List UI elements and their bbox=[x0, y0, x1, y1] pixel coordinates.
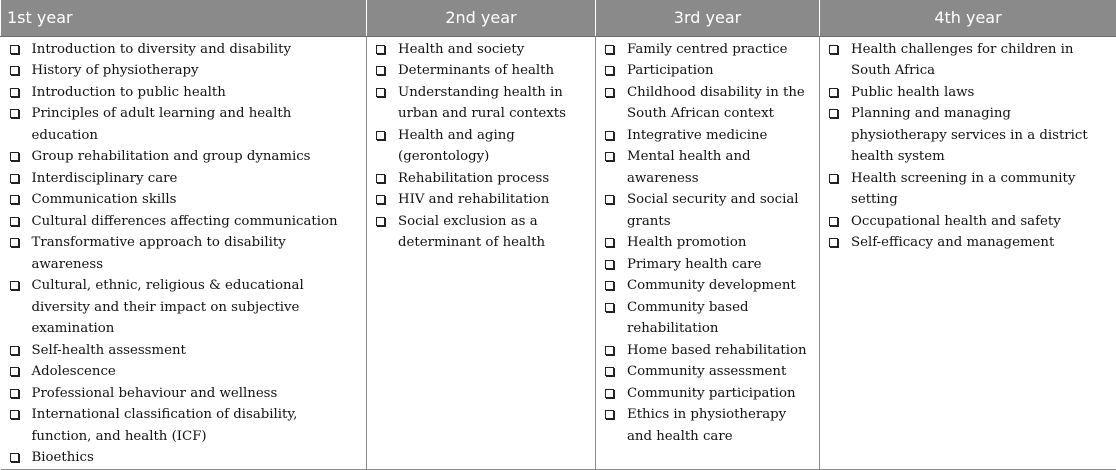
checkbox-icon bbox=[605, 346, 614, 355]
checkbox-icon bbox=[10, 389, 19, 398]
topic-label: Interdisciplinary care bbox=[32, 171, 178, 186]
topic-item bbox=[604, 39, 813, 61]
checkbox-icon bbox=[605, 281, 614, 290]
topic-item bbox=[375, 39, 589, 61]
topic-item bbox=[9, 60, 361, 82]
topic-item bbox=[9, 146, 361, 168]
topic-label: Community development bbox=[627, 278, 796, 293]
topic-label: Self-efficacy and management bbox=[851, 235, 1054, 250]
checkbox-icon bbox=[605, 367, 614, 376]
checkbox-icon bbox=[376, 174, 385, 183]
topic-label: Transformative approach to disability awareness bbox=[32, 235, 286, 272]
checkbox-icon bbox=[829, 88, 838, 97]
topic-item bbox=[604, 60, 813, 82]
checkbox-icon bbox=[10, 453, 19, 462]
topic-item bbox=[604, 146, 813, 189]
topic-list-2nd-year bbox=[375, 39, 589, 254]
topic-item bbox=[9, 275, 361, 340]
checkbox-icon bbox=[376, 195, 385, 204]
topic-list-3rd-year bbox=[604, 39, 813, 448]
topic-label: Understanding health in urban and rural contexts bbox=[398, 85, 566, 122]
topic-label: Adolescence bbox=[32, 364, 116, 379]
topic-item bbox=[375, 189, 589, 211]
topic-label: Primary health care bbox=[627, 257, 762, 272]
checkbox-icon bbox=[10, 217, 19, 226]
checkbox-icon bbox=[376, 66, 385, 75]
checkbox-icon bbox=[829, 45, 838, 54]
topic-item bbox=[375, 125, 589, 168]
checkbox-icon bbox=[10, 195, 19, 204]
checkbox-icon bbox=[605, 195, 614, 204]
topic-label: Health and aging (gerontology) bbox=[398, 128, 515, 165]
topic-label: Planning and managing physiotherapy services in a district health system bbox=[851, 106, 1088, 164]
checkbox-icon bbox=[605, 66, 614, 75]
topic-label: Social exclusion as a determinant of health bbox=[398, 214, 545, 251]
topic-item bbox=[375, 60, 589, 82]
topic-item bbox=[828, 168, 1111, 211]
topic-item bbox=[9, 232, 361, 275]
header-row bbox=[1, 0, 1116, 36]
checkbox-icon bbox=[10, 174, 19, 183]
checkbox-icon bbox=[10, 45, 19, 54]
topic-item bbox=[375, 168, 589, 190]
topic-item bbox=[828, 82, 1111, 104]
topic-item bbox=[604, 404, 813, 447]
topic-label: Introduction to public health bbox=[32, 85, 226, 100]
checkbox-icon bbox=[10, 66, 19, 75]
topic-item bbox=[9, 168, 361, 190]
topic-item bbox=[604, 275, 813, 297]
checkbox-icon bbox=[10, 152, 19, 161]
header-2nd-year: 2nd year bbox=[367, 0, 596, 36]
topic-label: Ethics in physiotherapy and health care bbox=[627, 407, 786, 444]
topic-item bbox=[604, 189, 813, 232]
topic-label: Group rehabilitation and group dynamics bbox=[32, 149, 311, 164]
topic-label: Community based rehabilitation bbox=[627, 300, 749, 337]
topic-item bbox=[9, 340, 361, 362]
cell-2nd-year bbox=[367, 36, 596, 469]
checkbox-icon bbox=[376, 217, 385, 226]
topic-label: Participation bbox=[627, 63, 714, 78]
topic-label: Public health laws bbox=[851, 85, 974, 100]
topic-label: Health challenges for children in South Africa bbox=[851, 42, 1073, 79]
topic-label: Health promotion bbox=[627, 235, 746, 250]
checkbox-icon bbox=[605, 260, 614, 269]
topic-item bbox=[9, 39, 361, 61]
checkbox-icon bbox=[829, 109, 838, 118]
topic-item bbox=[828, 211, 1111, 233]
topic-label: Childhood disability in the South African context bbox=[627, 85, 805, 122]
topic-item bbox=[604, 125, 813, 147]
header-1st-year: 1st year bbox=[1, 0, 367, 36]
topic-label: History of physiotherapy bbox=[32, 63, 199, 78]
topic-item bbox=[375, 211, 589, 254]
header-3rd-year: 3rd year bbox=[596, 0, 820, 36]
topic-label: HIV and rehabilitation bbox=[398, 192, 549, 207]
topic-label: Community participation bbox=[627, 386, 796, 401]
cell-1st-year bbox=[1, 36, 367, 469]
topic-item bbox=[604, 82, 813, 125]
topic-item bbox=[604, 340, 813, 362]
checkbox-icon bbox=[376, 45, 385, 54]
topic-item bbox=[9, 447, 361, 469]
checkbox-icon bbox=[10, 367, 19, 376]
topic-label: Mental health and awareness bbox=[627, 149, 751, 186]
topic-list-1st-year bbox=[9, 39, 361, 469]
checkbox-icon bbox=[376, 131, 385, 140]
topic-item bbox=[604, 383, 813, 405]
topic-label: Determinants of health bbox=[398, 63, 554, 78]
header-4th-year: 4th year bbox=[820, 0, 1116, 36]
topic-item bbox=[604, 232, 813, 254]
topic-item bbox=[604, 361, 813, 383]
topic-item bbox=[604, 254, 813, 276]
checkbox-icon bbox=[829, 238, 838, 247]
topic-item bbox=[9, 383, 361, 405]
checkbox-icon bbox=[605, 131, 614, 140]
topic-item bbox=[9, 361, 361, 383]
checkbox-icon bbox=[10, 281, 19, 290]
topic-label: Self-health assessment bbox=[32, 343, 186, 358]
topic-label: Community assessment bbox=[627, 364, 786, 379]
topic-item bbox=[9, 103, 361, 146]
checkbox-icon bbox=[605, 88, 614, 97]
topic-label: Integrative medicine bbox=[627, 128, 767, 143]
checkbox-icon bbox=[10, 238, 19, 247]
topic-item bbox=[375, 82, 589, 125]
topic-item bbox=[828, 232, 1111, 254]
checkbox-icon bbox=[376, 88, 385, 97]
checkbox-icon bbox=[10, 346, 19, 355]
checkbox-icon bbox=[605, 152, 614, 161]
checkbox-icon bbox=[605, 45, 614, 54]
checkbox-icon bbox=[10, 88, 19, 97]
topics-row bbox=[1, 36, 1116, 469]
topic-label: Family centred practice bbox=[627, 42, 787, 57]
topic-item bbox=[828, 103, 1111, 168]
topic-label: Communication skills bbox=[32, 192, 177, 207]
topic-label: Cultural differences affecting communication bbox=[32, 214, 338, 229]
checkbox-icon bbox=[10, 410, 19, 419]
topic-label: Home based rehabilitation bbox=[627, 343, 807, 358]
topic-item bbox=[604, 297, 813, 340]
checkbox-icon bbox=[605, 238, 614, 247]
checkbox-icon bbox=[605, 303, 614, 312]
topic-item bbox=[828, 39, 1111, 82]
topic-item bbox=[9, 82, 361, 104]
checkbox-icon bbox=[605, 410, 614, 419]
cell-3rd-year bbox=[596, 36, 820, 469]
checkbox-icon bbox=[829, 174, 838, 183]
topic-label: Bioethics bbox=[32, 450, 94, 465]
topic-label: Occupational health and safety bbox=[851, 214, 1061, 229]
topic-item bbox=[9, 404, 361, 447]
topic-label: Health screening in a community setting bbox=[851, 171, 1075, 208]
topic-label: Rehabilitation process bbox=[398, 171, 549, 186]
checkbox-icon bbox=[605, 389, 614, 398]
checkbox-icon bbox=[10, 109, 19, 118]
topic-label: Social security and social grants bbox=[627, 192, 799, 229]
topic-item bbox=[9, 211, 361, 233]
checkbox-icon bbox=[829, 217, 838, 226]
topic-label: Introduction to diversity and disability bbox=[32, 42, 292, 57]
topic-label: Professional behaviour and wellness bbox=[32, 386, 278, 401]
topic-list-4th-year bbox=[828, 39, 1111, 254]
topic-label: Cultural, ethnic, religious & educational diversity and their impact on subjective examination bbox=[32, 278, 304, 336]
topic-item bbox=[9, 189, 361, 211]
cell-4th-year bbox=[820, 36, 1116, 469]
topic-label: International classification of disability, function, and health (ICF) bbox=[32, 407, 298, 444]
topic-label: Principles of adult learning and health education bbox=[32, 106, 292, 143]
topic-label: Health and society bbox=[398, 42, 524, 57]
